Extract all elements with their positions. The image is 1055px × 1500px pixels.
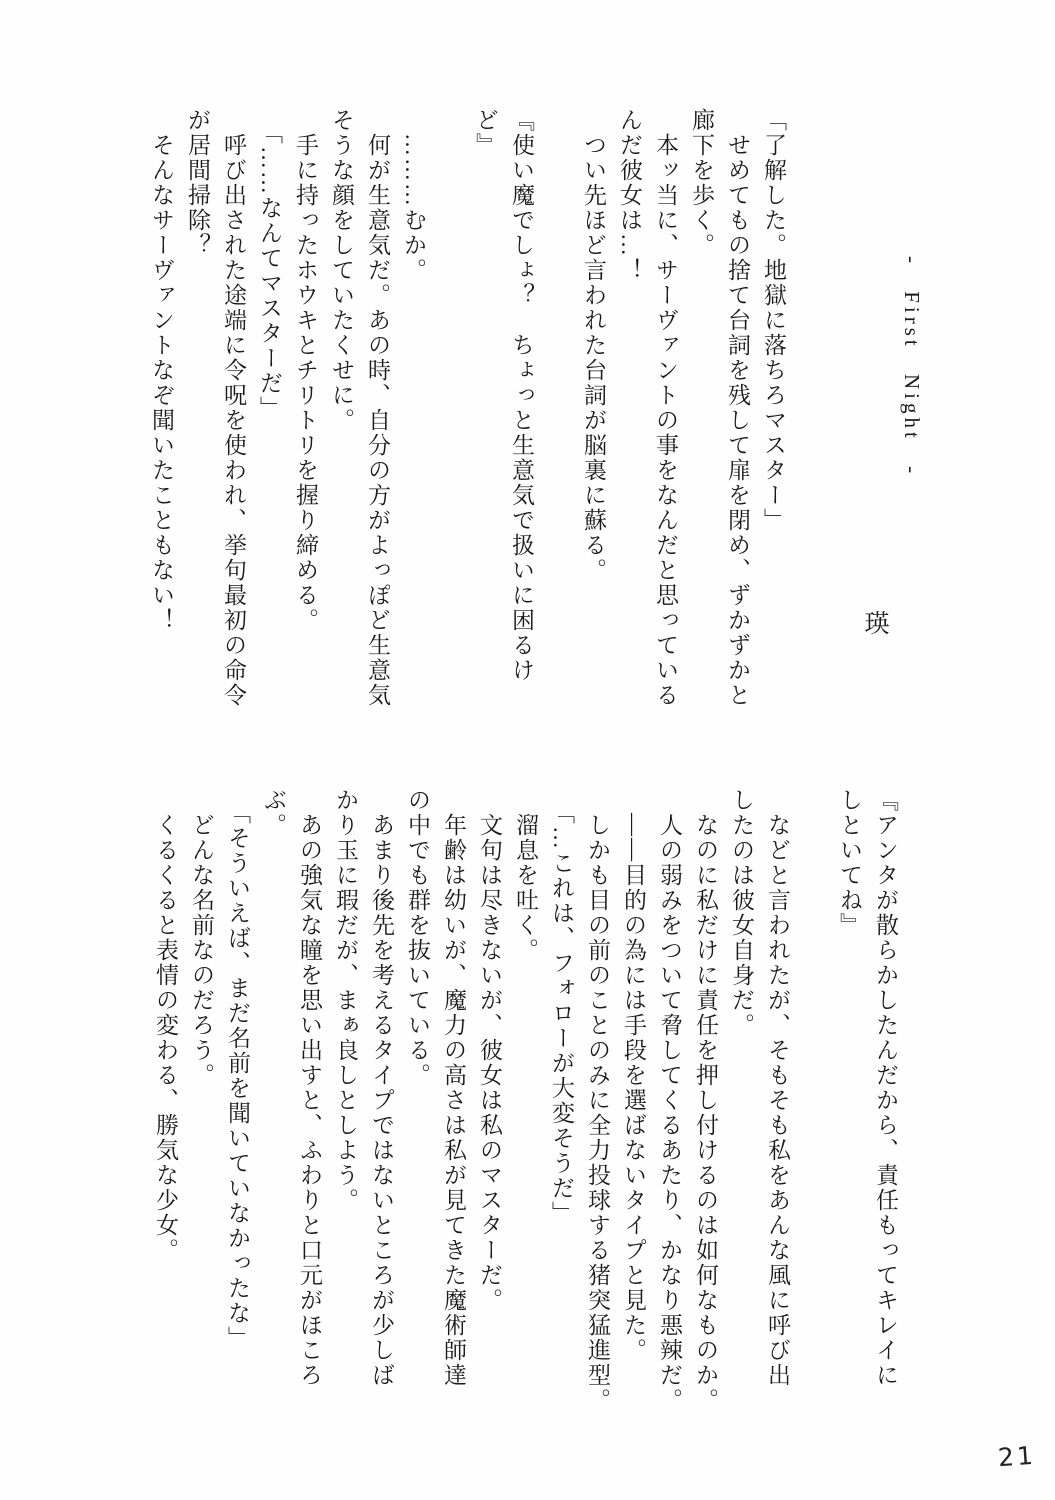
text-column: しといてね』 <box>837 788 862 938</box>
text-column: そうな顔をしていたくせに。 <box>329 108 354 433</box>
text-column: つい先ほど言われた台詞が脳裏に蘇る。 <box>581 133 606 583</box>
author-name: 瑛 <box>861 610 888 635</box>
text-column: などと言われたが、そもそも私をあんな風に呼び出 <box>765 813 790 1388</box>
page-number: 21 <box>997 1440 1037 1473</box>
text-column: ど』 <box>473 108 498 158</box>
text-column: が居間掃除？ <box>185 108 210 258</box>
story-text-bottom-block <box>147 788 903 1453</box>
text-column: なのに私だけに責任を押し付けるのは如何なものか。 <box>693 813 718 1413</box>
text-column: 呼び出された途端に令呪を使われ、挙句最初の命令 <box>221 133 246 708</box>
text-column: 廊下を歩く。 <box>689 108 714 258</box>
text-column: 『アンタが散らかしたんだから、責任もってキレイに <box>873 788 898 1388</box>
text-column: あの強気な瞳を思い出すと、ふわりと口元がほころ <box>297 813 322 1388</box>
text-column: 「そういえば、まだ名前を聞いていなかったな」 <box>225 801 250 1351</box>
text-column: 本ッ当に、サーヴァントの事をなんだと思っている <box>653 133 678 708</box>
text-column: しかも目の前のことのみに全力投球する猪突猛進型。 <box>585 813 610 1413</box>
text-column: そんなサーヴァントなぞ聞いたこともない！ <box>149 133 174 633</box>
text-column: 文句は尽きないが、彼女は私のマスターだ。 <box>477 813 502 1313</box>
text-column: 「……なんてマスターだ」 <box>257 121 282 421</box>
chapter-title: - First Night - <box>900 256 924 478</box>
text-column: したのは彼女自身だ。 <box>729 788 754 1038</box>
text-column: せめてもの捨て台詞を残して扉を閉め、ずかずかと <box>725 133 750 708</box>
story-text-top-block <box>143 108 791 753</box>
text-column: あまり後先を考えるタイプではないところが少しば <box>369 813 394 1388</box>
text-column: 「…これは、フォローが大変そうだ」 <box>549 801 574 1226</box>
text-column: んだ彼女は…！ <box>617 108 642 283</box>
text-column: かり玉に瑕だが、まぁ良しとしよう。 <box>333 788 358 1213</box>
text-column: 「了解した。地獄に落ちろマスター」 <box>761 108 786 533</box>
text-column: の中でも群を抜いている。 <box>405 788 430 1088</box>
text-column: ぶ。 <box>261 788 286 838</box>
text-column: 何が生意気だ。あの時、自分の方がよっぽど生意気 <box>365 133 390 708</box>
text-column: 年齢は幼いが、魔力の高さは私が見てきた魔術師達 <box>441 813 466 1388</box>
text-column: 溜息を吐く。 <box>513 813 538 963</box>
text-column: 人の弱みをついて脅してくるあたり、かなり悪辣だ。 <box>657 813 682 1413</box>
text-column: どんな名前なのだろう。 <box>189 813 214 1088</box>
text-column: 『使い魔でしょ？ ちょっと生意気で扱いに困るけ <box>509 108 534 683</box>
text-column: 手に持ったホウキとチリトリを握り締める。 <box>293 133 318 633</box>
text-column: ――目的の為には手段を選ばないタイプと見た。 <box>621 813 646 1363</box>
text-column: くるくると表情の変わる、勝気な少女。 <box>153 813 178 1263</box>
text-column: ………むか。 <box>401 133 426 283</box>
